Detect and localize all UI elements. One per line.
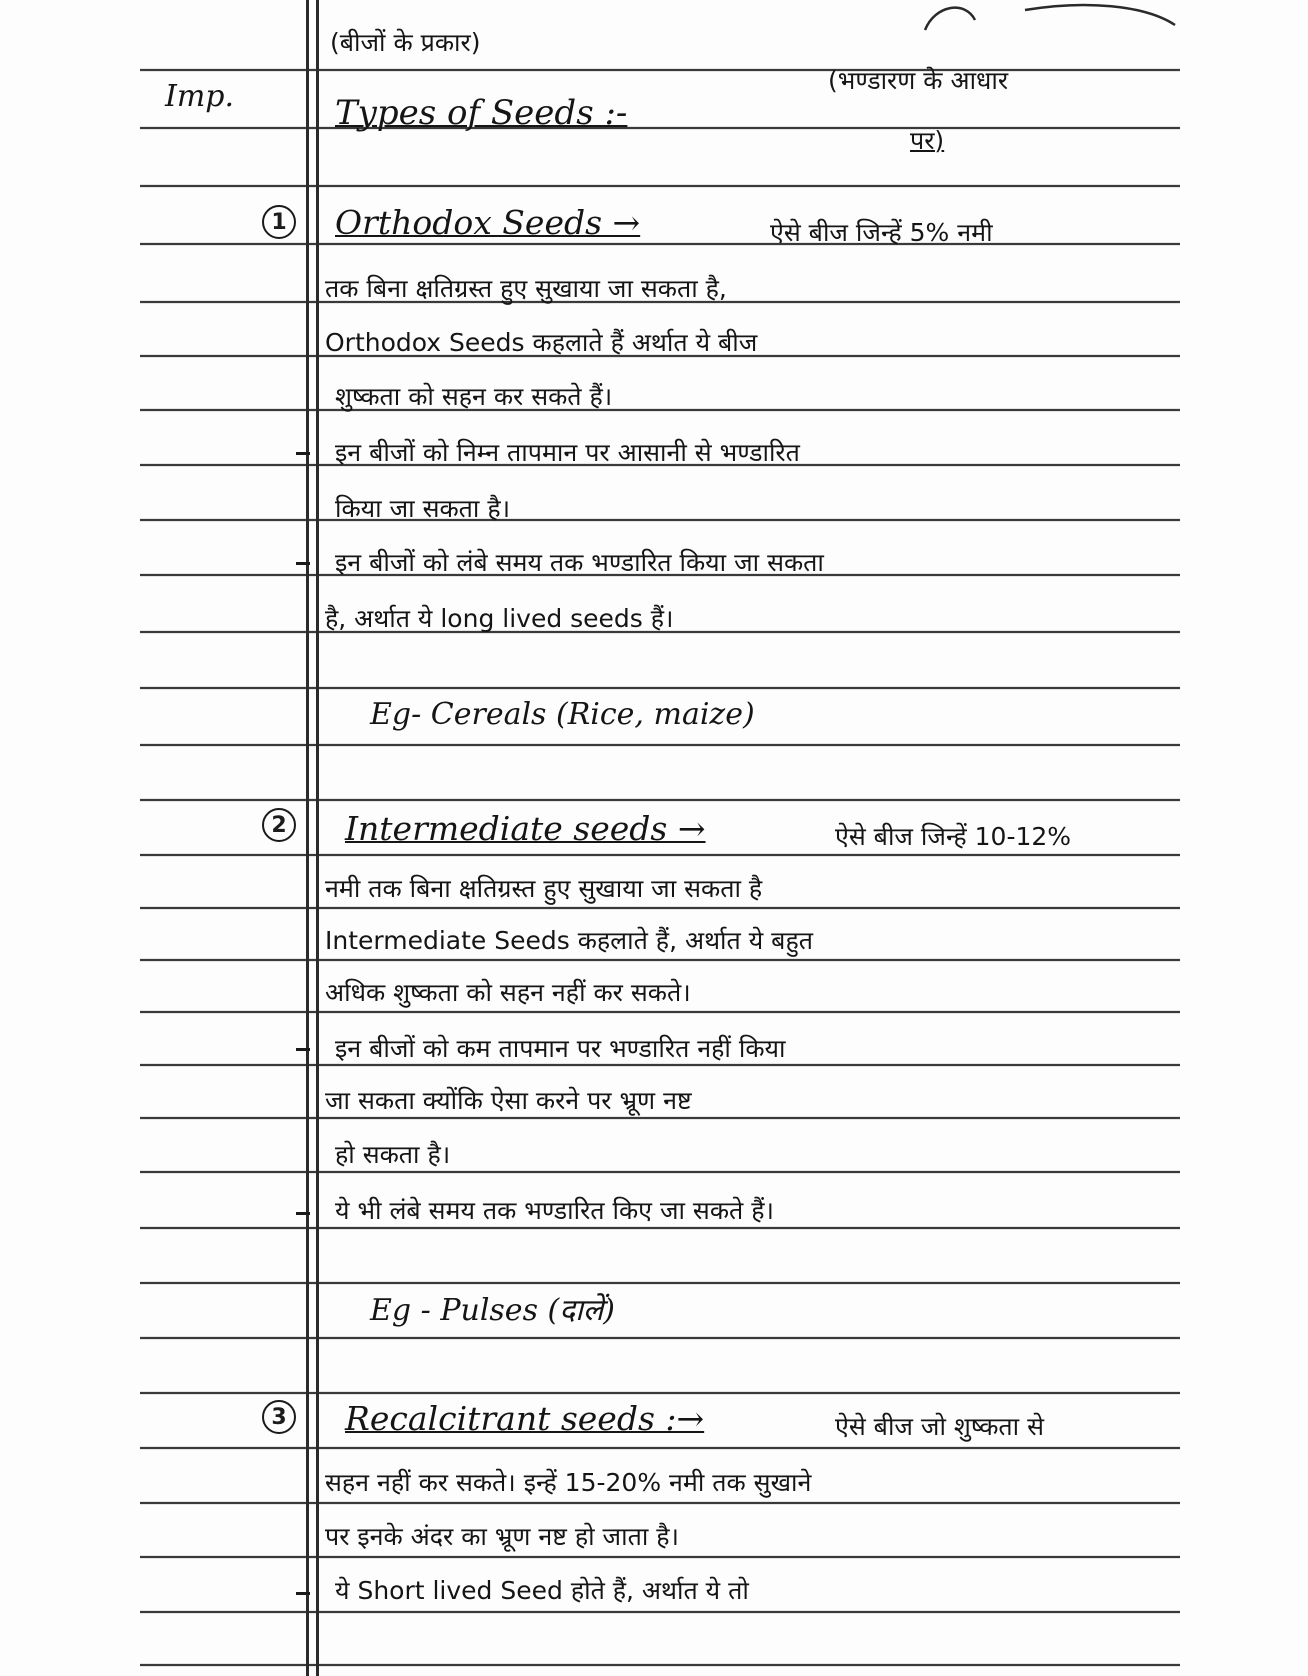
basis-line-2: पर) xyxy=(910,126,945,155)
section-heading-intermediate: Intermediate seeds → xyxy=(345,809,706,848)
bullet-dash xyxy=(296,452,310,455)
orthodox-line-1: ऐसे बीज जिन्हें 5% नमी xyxy=(770,218,993,247)
orthodox-line-3: Orthodox Seeds कहलाते हैं अर्थात ये बीज xyxy=(325,328,758,357)
recalcitrant-line-2: सहन नहीं कर सकते। इन्हें 15-20% नमी तक सुखाने xyxy=(325,1468,812,1497)
intermediate-line-5: इन बीजों को कम तापमान पर भण्डारित नहीं किया xyxy=(335,1034,786,1063)
bullet-dash xyxy=(296,562,310,565)
orthodox-line-7: इन बीजों को लंबे समय तक भण्डारित किया जा सकता xyxy=(335,548,824,577)
margin-line-right xyxy=(316,0,319,1676)
bullet-dash xyxy=(296,1592,310,1595)
intermediate-line-8: ये भी लंबे समय तक भण्डारित किए जा सकते हैं। xyxy=(335,1196,774,1225)
recalcitrant-line-1: ऐसे बीज जो शुष्कता से xyxy=(835,1412,1044,1441)
intermediate-line-3: Intermediate Seeds कहलाते हैं, अर्थात ये बहुत xyxy=(325,926,813,955)
orthodox-line-2: तक बिना क्षतिग्रस्त हुए सुखाया जा सकता है, xyxy=(325,274,727,303)
basis-line-1: (भण्डारण के आधार xyxy=(828,66,1009,95)
bullet-dash xyxy=(296,1048,310,1051)
recalcitrant-line-4: ये Short lived Seed होते हैं, अर्थात ये तो xyxy=(335,1576,749,1605)
hindi-title: (बीजों के प्रकार) xyxy=(330,28,481,57)
intermediate-line-7: हो सकता है। xyxy=(335,1140,451,1169)
intermediate-example: Eg - Pulses (दालें) xyxy=(370,1293,615,1328)
intermediate-line-2: नमी तक बिना क्षतिग्रस्त हुए सुखाया जा सकता है xyxy=(325,874,763,903)
bullet-dash xyxy=(296,1212,310,1215)
orthodox-line-5: इन बीजों को निम्न तापमान पर आसानी से भण्डारित xyxy=(335,438,800,467)
orthodox-example: Eg- Cereals (Rice, maize) xyxy=(370,697,755,732)
intermediate-line-1: ऐसे बीज जिन्हें 10-12% xyxy=(835,822,1072,851)
orthodox-line-8: है, अर्थात ये long lived seeds हैं। xyxy=(325,604,674,633)
section-number-2: 2 xyxy=(262,808,296,842)
recalcitrant-line-3: पर इनके अंदर का भ्रूण नष्ट हो जाता है। xyxy=(325,1522,680,1551)
intermediate-line-4: अधिक शुष्कता को सहन नहीं कर सकते। xyxy=(325,978,691,1007)
section-number-3: 3 xyxy=(262,1400,296,1434)
imp-label: Imp. xyxy=(165,79,235,114)
orthodox-line-4: शुष्कता को सहन कर सकते हैं। xyxy=(335,382,613,411)
corner-doodle xyxy=(905,0,1185,36)
margin-line-left xyxy=(306,0,309,1676)
section-number-1: 1 xyxy=(262,205,296,239)
section-heading-orthodox: Orthodox Seeds → xyxy=(335,203,641,242)
intermediate-line-6: जा सकता क्योंकि ऐसा करने पर भ्रूण नष्ट xyxy=(325,1086,692,1115)
orthodox-line-6: किया जा सकता है। xyxy=(335,494,511,523)
page-title: Types of Seeds :- xyxy=(335,93,628,133)
section-heading-recalcitrant: Recalcitrant seeds :→ xyxy=(345,1399,705,1438)
